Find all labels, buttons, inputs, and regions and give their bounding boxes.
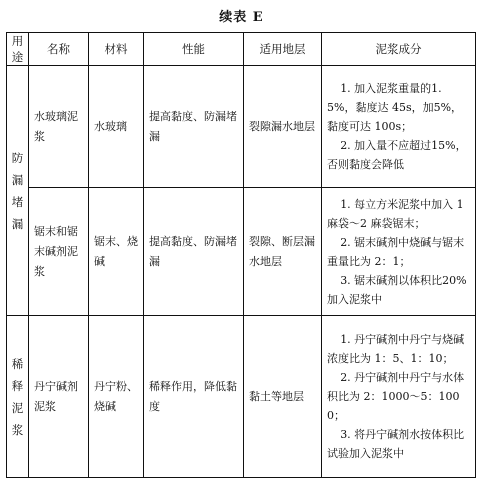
material-cell: 丹宁粉、烧碱 (94, 379, 138, 413)
table-row (7, 188, 476, 316)
mix-item: 1. 加入泥浆重量的1.5%，黏度达 45s，加5%，黏度可达 100s； (327, 82, 463, 133)
table-row (7, 316, 476, 478)
layer-cell: 裂隙、断层漏水地层 (249, 234, 315, 268)
use-char: 防 (11, 150, 24, 165)
table-row (7, 66, 476, 188)
mix-item: 3. 将丹宁碱剂水按体积比试验加入泥浆中 (327, 428, 465, 460)
mix-cell (322, 327, 475, 466)
use-char: 漏 (11, 216, 24, 231)
mix-item: 1. 丹宁碱剂中丹宁与烧碱浓度比为 1：5、1：10； (327, 333, 465, 365)
header-name: 名称 (29, 33, 89, 66)
property-cell: 提高黏度、防漏堵漏 (149, 234, 237, 268)
mix-cell (322, 76, 475, 177)
mix-cell (322, 192, 475, 312)
header-material: 材料 (89, 33, 144, 66)
layer-cell: 裂隙漏水地层 (249, 119, 315, 133)
mud-spec-table (6, 32, 476, 478)
header-layer: 适用地层 (244, 33, 322, 66)
mix-item: 1. 每立方米泥浆中加入 1 麻袋～2 麻袋锯末； (327, 197, 464, 230)
use-char: 浆 (11, 422, 24, 437)
material-cell: 水玻璃 (94, 119, 127, 133)
header-mix: 泥浆成分 (322, 33, 476, 66)
layer-cell: 黏土等地层 (249, 389, 304, 403)
header-row (7, 33, 476, 66)
mix-item: 3. 锯末碱剂以体积比20%加入泥浆中 (327, 273, 467, 306)
name-cell: 锯末和锯末碱剂泥浆 (34, 224, 78, 278)
name-cell: 丹宁碱剂泥浆 (34, 379, 78, 413)
property-cell: 稀释作用，降低黏度 (149, 379, 237, 413)
mix-item: 2. 加入量不应超过15%，否则黏度会降低 (327, 139, 467, 171)
property-cell: 提高黏度、防漏堵漏 (149, 109, 237, 143)
mix-item: 2. 锯末碱剂中烧碱与锯末重量比为 2：1； (327, 235, 465, 268)
header-use: 用途 (7, 33, 29, 66)
use-cell-leak-plugging (7, 66, 29, 316)
header-property: 性能 (144, 33, 244, 66)
use-char: 稀 (11, 356, 24, 371)
table-title: 续表 E (219, 10, 264, 25)
use-char: 释 (11, 378, 24, 393)
use-char: 漏 (11, 172, 24, 187)
mix-item: 2. 丹宁碱剂中丹宁与水体积比为 2：1000～5：1000； (327, 371, 465, 422)
use-char: 堵 (11, 194, 24, 209)
use-char: 泥 (11, 400, 24, 415)
material-cell: 锯末、烧碱 (94, 234, 138, 268)
use-cell-thinning (7, 316, 29, 478)
name-cell: 水玻璃泥浆 (34, 109, 78, 143)
